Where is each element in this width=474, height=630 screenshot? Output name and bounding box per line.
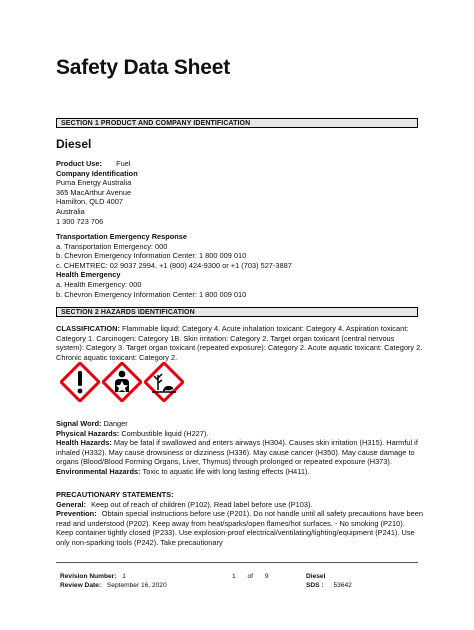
transport-emergency-heading: Transportation Emergency Response xyxy=(56,232,188,241)
company-line: Puma Energy Australia xyxy=(56,178,132,188)
physical-hazards-value: Combustible liquid (H227). xyxy=(121,428,209,438)
transport-line: b. Chevron Emergency Information Center: 1 800 009 010 xyxy=(56,251,247,261)
environmental-hazards-label: Environmental Hazards: xyxy=(56,466,141,476)
general-label: General: xyxy=(56,499,86,509)
section-2-header: SECTION 2 HAZARDS IDENTIFICATION xyxy=(56,307,418,317)
health-hazards-row xyxy=(56,438,424,467)
classification-paragraph xyxy=(56,324,424,362)
exclamation-mark-icon xyxy=(60,362,100,402)
section-1-header: SECTION 1 PRODUCT AND COMPANY IDENTIFICATION xyxy=(56,118,418,128)
product-identification-block xyxy=(56,159,138,226)
product-use-value: Fuel xyxy=(116,159,131,168)
footer-right xyxy=(306,572,352,590)
prevention-value: Obtain special instructions before use (P201). Do not handle until all safety precautions have been read and understood (P202). Keep away from heat/sparks/open flames/hot surfaces. - No smoking (P210). Keep container tightly closed (P233). Use explosion-proof electrical/ventilating/lighting/equipment (P241). Use only non-sparking tools (P242). Take precautionary xyxy=(56,509,423,547)
transport-line: a. Transportation Emergency: 000 xyxy=(56,241,168,251)
company-line: Australia xyxy=(56,206,85,216)
sds-value: 53642 xyxy=(333,582,352,589)
classification-text: Flammable liquid: Category 4. Acute inhalation toxicant: Category 4. Aspiration toxicant: Category 1. Carcinogen: Category 1B. Skin irritation: Category 2. Target organ toxicant (central nervous system): Category 3. Target organ toxicant (repeated exposure): Category 2. Acute aquatic toxicant: Category 2. Chronic aquatic toxicant: Category 2. xyxy=(56,324,423,362)
environment-icon xyxy=(144,362,184,402)
product-use-row xyxy=(56,159,138,169)
health-hazards-label: Health Hazards: xyxy=(56,438,112,448)
company-line: Hamilton, QLD 4007 xyxy=(56,197,123,207)
precautionary-block xyxy=(56,490,424,548)
company-line: 1 300 723 706 xyxy=(56,216,104,226)
signal-word-label: Signal Word: xyxy=(56,419,102,428)
general-value: Keep out of reach of children (P102). Read label before use (P103). xyxy=(91,499,313,509)
health-hazards-value: May be fatal if swallowed and enters airways (H304). Causes skin irritation (H315). Harmful if inhaled (H332). May cause drowsiness or dizziness (H336). May cause cancer (H350). May cause damage to organs (Blood/Blood Forming Organs, Liver, Thymus) through prolonged or repeated exposure (H373). xyxy=(56,438,418,467)
transport-line: c. CHEMTREC: 02 9037 2994, +1 (800) 424-9300 or +1 (703) 527-3887 xyxy=(56,260,292,270)
page-current: 1 xyxy=(232,573,236,580)
page-number xyxy=(232,572,269,581)
footer-left xyxy=(60,572,167,590)
environmental-hazards-value: Toxic to aquatic life with long lasting effects (H411). xyxy=(142,466,310,476)
page-of: of xyxy=(247,573,254,580)
health-line: a. Health Emergency: 000 xyxy=(56,279,142,289)
sds-label: SDS : xyxy=(306,582,324,589)
review-date-value: September 16, 2020 xyxy=(106,582,167,589)
product-name: Diesel xyxy=(56,137,92,151)
classification-label: CLASSIFICATION: xyxy=(56,324,120,333)
health-emergency-heading: Health Emergency xyxy=(56,270,121,280)
company-line: 365 MacArthur Avenue xyxy=(56,187,132,197)
hazards-block xyxy=(56,419,424,477)
precautionary-heading: PRECAUTIONARY STATEMENTS: xyxy=(56,490,174,499)
prevention-label: Prevention: xyxy=(56,509,97,519)
signal-word-value: Danger xyxy=(103,419,128,428)
review-date-label: Review Date: xyxy=(60,582,102,589)
health-line: b. Chevron Emergency Information Center: 1 800 009 010 xyxy=(56,289,247,299)
signal-word-row xyxy=(56,419,424,429)
product-use-label: Product Use: xyxy=(56,159,102,168)
physical-hazards-label: Physical Hazards: xyxy=(56,428,120,438)
revision-value: 1 xyxy=(122,573,126,580)
document-title: Safety Data Sheet xyxy=(56,56,231,79)
prevention-row xyxy=(56,509,424,547)
footer-product: Diesel xyxy=(306,573,326,580)
environmental-hazards-row xyxy=(56,467,424,477)
health-hazard-icon xyxy=(102,362,142,402)
page-total: 9 xyxy=(264,573,269,580)
footer-divider xyxy=(56,562,418,563)
general-row xyxy=(56,500,424,510)
emergency-block xyxy=(56,232,292,299)
revision-label: Revision Number: xyxy=(60,573,117,580)
company-identification-label: Company Identification xyxy=(56,168,138,178)
physical-hazards-row xyxy=(56,429,424,439)
